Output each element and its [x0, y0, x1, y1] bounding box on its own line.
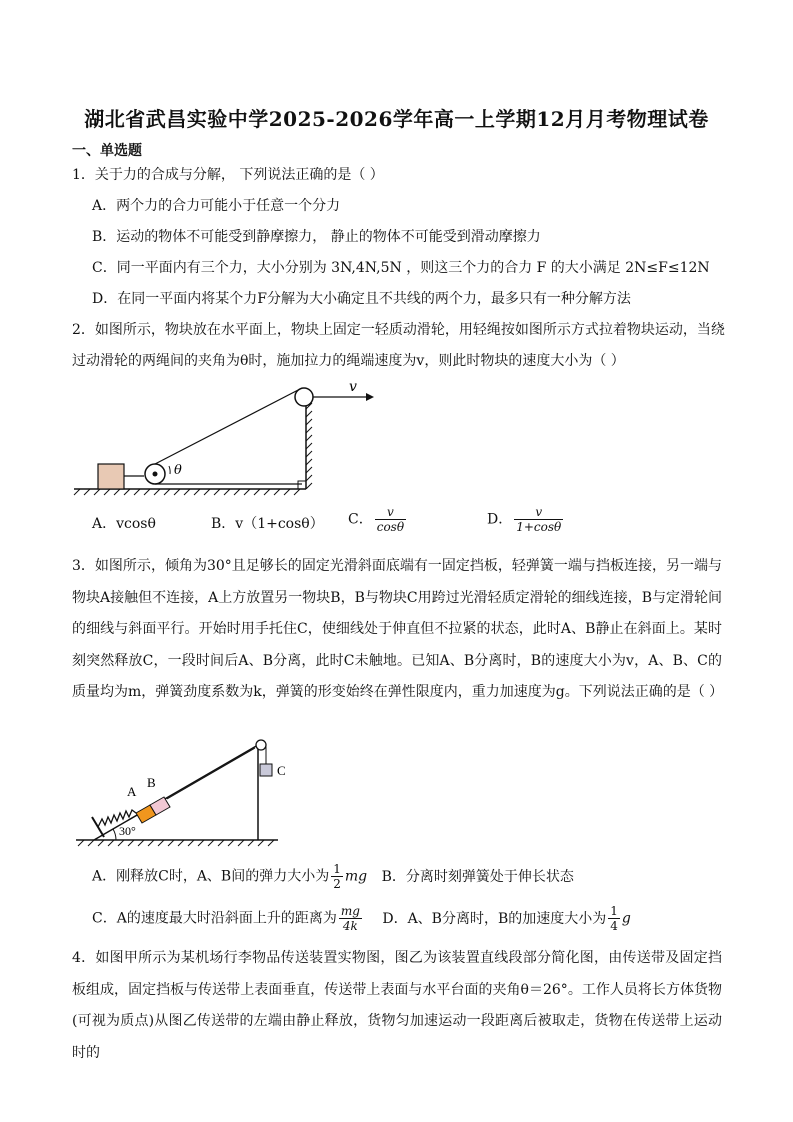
q4-stem: 4．如图甲所示为某机场行李物品传送装置实物图，图乙为该装置直线段部分简化图，由传送带及固定挡板组成，固定挡板与传送带上表面垂直，传送带上表面与水平台面的夹角θ＝26°。工作人员将长方体货物(可视为质点)从图乙传送带的左端由静止释放，货物匀加速运动一段距离后被取走，货物在传送带上运动时的 [72, 950, 722, 1061]
label-c: C [277, 763, 286, 778]
label-a: A [127, 784, 137, 799]
fraction-denominator: cosθ [376, 520, 405, 534]
q2-option-d-label: D． [487, 511, 513, 528]
q3-option-a-unit: mg [344, 868, 368, 885]
q3-incline-figure [72, 735, 312, 850]
upper-rope [155, 388, 302, 464]
section-heading: 一、单选题 [72, 143, 142, 159]
q3-option-a-text: A．刚释放C时，A、B间的弹力大小为 [92, 868, 330, 885]
q1-stem: 1．关于力的合成与分解， 下列说法正确的是（ ） [72, 167, 384, 183]
fraction-denominator: 4 [610, 919, 618, 933]
q2-option-b: B．v（1+cosθ） [211, 516, 324, 532]
q3-options-row2 [92, 904, 631, 933]
fixed-pulley [256, 740, 266, 750]
q3-options-row1 [92, 862, 574, 891]
q3-stem: 3．如图所示，倾角为30°且足够长的固定光滑斜面底端有一固定挡板，轻弹簧一端与挡板连接，另一端与物块A接触但不连接，A上方放置另一物块B，B与物块C用跨过光滑轻质定滑轮的细线连接，B与定滑轮间的细线与斜面平行。开始时用手托住C，使细线处于伸直但不拉紧的状态，此时A、B静止在斜面上。某时刻突然释放C，一段时间后A、B分离，此时C未触地。已知A、B分离时，B的速度大小为v，A、B、C的质量均为m，弹簧劲度系数为k，弹簧的形变始终在弹性限度内，重力加速度为g。下列说法正确的是（ ） [72, 558, 724, 700]
q2-stem-line2: 过动滑轮的两绳间的夹角为θ时，施加拉力的绳端速度为v，则此时物块的速度大小为（ ） [72, 353, 625, 369]
angle-label: 30° [119, 824, 136, 838]
q3-option-d-text: D．A、B分离时，B的加速度大小为 [382, 910, 607, 927]
q2-option-c-fraction [375, 505, 406, 534]
q3-option-b: B．分离时刻弹簧处于伸长状态 [381, 868, 574, 885]
q1-option-a: A．两个力的合力可能小于任意一个分力 [92, 198, 341, 214]
velocity-arrow [366, 393, 374, 401]
q1-option-c: C．同一平面内有三个力，大小分别为 3N,4N,5N ，则这三个力的合力 F 的大小满足 2N≤F≤12N [92, 260, 710, 276]
fraction-numerator: mg [340, 904, 360, 918]
q2-option-a: A．vcosθ [92, 516, 156, 532]
fraction-numerator: v [375, 505, 406, 520]
fraction-denominator: 2 [333, 877, 341, 891]
fraction-denominator: 1+cosθ [516, 520, 562, 534]
q2-stem-line1: 2．如图所示，物块放在水平面上，物块上固定一轻质动滑轮，用轻绳按如图所示方式拉着物块运动，当绕 [72, 322, 725, 338]
q3-option-d-unit: g [621, 910, 631, 927]
page-title: 湖北省武昌实验中学2025-2026学年高一上学期12月月考物理试卷 [84, 107, 709, 131]
q1-option-d: D．在同一平面内将某个力F分解为大小确定且不共线的两个力，最多只有一种分解方法 [92, 291, 631, 307]
theta-label: θ [174, 463, 182, 478]
label-b: B [147, 775, 156, 790]
q2-option-c-label: C． [348, 511, 373, 528]
q3-option-c-fraction [339, 904, 362, 933]
block-c [260, 764, 272, 776]
block [98, 464, 124, 489]
string [167, 748, 255, 799]
fraction-numerator: v [514, 505, 563, 520]
q2-option-d [487, 505, 565, 534]
right-angle-marker [298, 481, 306, 489]
velocity-label: v [349, 383, 357, 395]
q2-option-c [348, 505, 408, 534]
fraction-numerator: 1 [610, 904, 618, 918]
q1-option-b: B．运动的物体不可能受到静摩擦力， 静止的物体不可能受到滑动摩擦力 [92, 229, 541, 245]
q3-option-a-fraction [331, 862, 343, 891]
q2-option-d-fraction [514, 505, 563, 534]
q2-pulley-figure [70, 383, 390, 498]
fraction-denominator: 4k [342, 919, 358, 933]
q3-option-d-fraction [608, 904, 620, 933]
fraction-numerator: 1 [333, 862, 341, 876]
q3-option-c-text: C．A的速度最大时沿斜面上升的距离为 [92, 910, 337, 927]
